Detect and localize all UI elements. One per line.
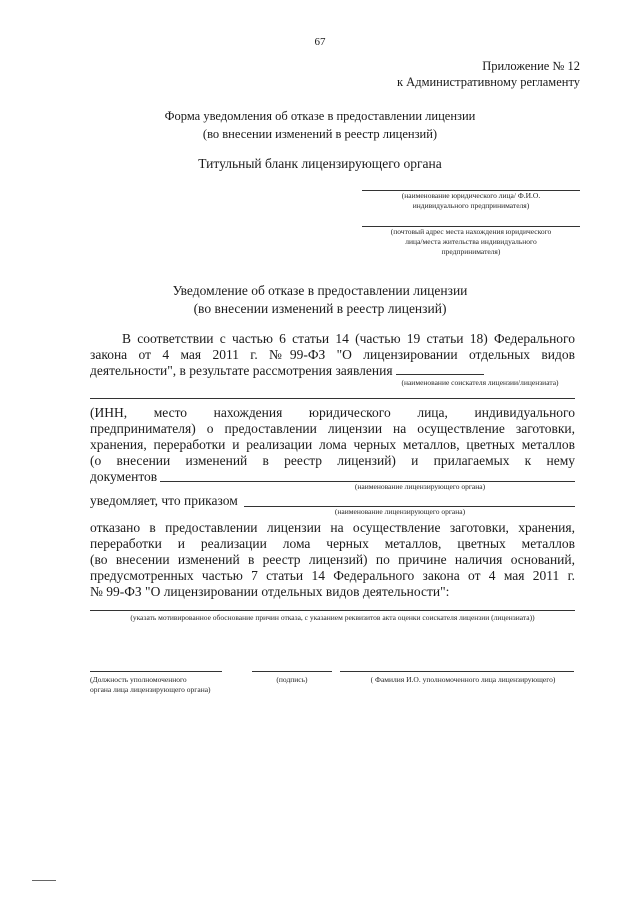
notice-title xyxy=(0,282,640,318)
appendix-reference: к Административному регламенту xyxy=(396,75,580,89)
body-p1-line-3 xyxy=(90,363,484,379)
body-p2-line-5: документов xyxy=(90,469,158,484)
addressee-address-caption-2: лица/места жительства индивидуального xyxy=(405,237,537,246)
body-p4-line-1: отказано в предоставлении лицензии на осуществление заготовки, хранения, xyxy=(90,520,575,535)
authority-caption-1: (наименование лицензирующего органа) xyxy=(354,482,486,491)
name-field-line xyxy=(340,671,574,672)
notice-title-line-2: (во внесении изменений в реестр лицензий) xyxy=(193,301,447,316)
body-p1-line-1: В соответствии с частью 6 статьи 14 (частью 19 статьи 18) Федерального xyxy=(122,331,575,346)
addressee-address-caption xyxy=(362,227,580,257)
authority-caption-2: (наименование лицензирующего органа) xyxy=(334,507,466,516)
body-p3-line-1: уведомляет, что приказом xyxy=(90,493,238,508)
body-p2-line-3: хранения, переработки и реализации лома черных металлов, цветных металлов xyxy=(90,437,575,452)
position-caption-1: (Должность уполномоченного xyxy=(90,675,187,684)
reason-caption: (указать мотивированное обоснование причин отказа, с указанием реквизитов акта оценки соискателя лицензии (лицензиата)) xyxy=(130,613,535,622)
applicant-caption: (наименование соискателя лицензии/лицензиата) xyxy=(401,378,559,387)
addressee-name-caption-2: индивидуального предпринимателя) xyxy=(412,201,530,210)
form-title-line-2: (во внесении изменений в реестр лицензий) xyxy=(202,127,438,141)
body-p2-line-1: (ИНН, место нахождения юридического лица, индивидуального xyxy=(90,405,575,420)
position-caption xyxy=(90,675,240,695)
appendix-header xyxy=(397,58,580,90)
name-caption: ( Фамилия И.О. уполномоченного лица лицензирующего) xyxy=(370,675,556,684)
addressee-address-caption-3: предпринимателя) xyxy=(441,247,501,256)
page-number: 67 xyxy=(314,36,326,48)
form-title-line-1: Форма уведомления об отказе в предоставлении лицензии xyxy=(164,109,476,123)
form-title xyxy=(0,107,640,143)
reason-field-line xyxy=(90,610,575,611)
sign-caption: (подпись) xyxy=(276,675,308,684)
notice-title-line-1: Уведомление об отказе в предоставлении лицензии xyxy=(172,283,468,298)
letterhead: Титульный бланк лицензирующего органа xyxy=(198,156,442,171)
body-p1-line-3-text: деятельности", в результате рассмотрения заявления xyxy=(90,363,393,378)
body-p4-line-2: переработки и реализации лома черных металлов, цветных металлов xyxy=(90,536,575,551)
addressee-name-caption xyxy=(362,191,580,211)
addressee-address-caption-1: (почтовый адрес места нахождения юридического xyxy=(390,227,552,236)
body-p2-line-2: предпринимателя) о предоставлении лицензии на осуществление заготовки, xyxy=(90,421,575,436)
addressee-name-caption-1: (наименование юридического лица/ Ф.И.О. xyxy=(401,191,541,200)
body-p4-line-4: предусмотренных частью 7 статьи 14 Федерального закона от 4 мая 2011 г. xyxy=(90,568,575,583)
applicant-continuation-line xyxy=(90,398,575,399)
body-p4-line-5: № 99-ФЗ "О лицензировании отдельных видов деятельности": xyxy=(90,584,450,599)
body-p1-line-2: закона от 4 мая 2011 г. №99-ФЗ "О лицензировании отдельных видов xyxy=(90,347,575,362)
applicant-field-line xyxy=(396,364,484,375)
body-p2-line-4: (о внесении изменений в реестр лицензий) и прилагаемых к нему xyxy=(90,453,575,468)
body-p4-line-3: (во внесении изменений в реестр лицензий) по причине наличия оснований, xyxy=(90,552,575,567)
position-caption-2: органа лица лицензирующего органа) xyxy=(90,685,211,694)
sign-field-line xyxy=(252,671,332,672)
margin-mark xyxy=(32,880,56,881)
position-field-line xyxy=(90,671,222,672)
appendix-number: Приложение № 12 xyxy=(482,59,580,73)
